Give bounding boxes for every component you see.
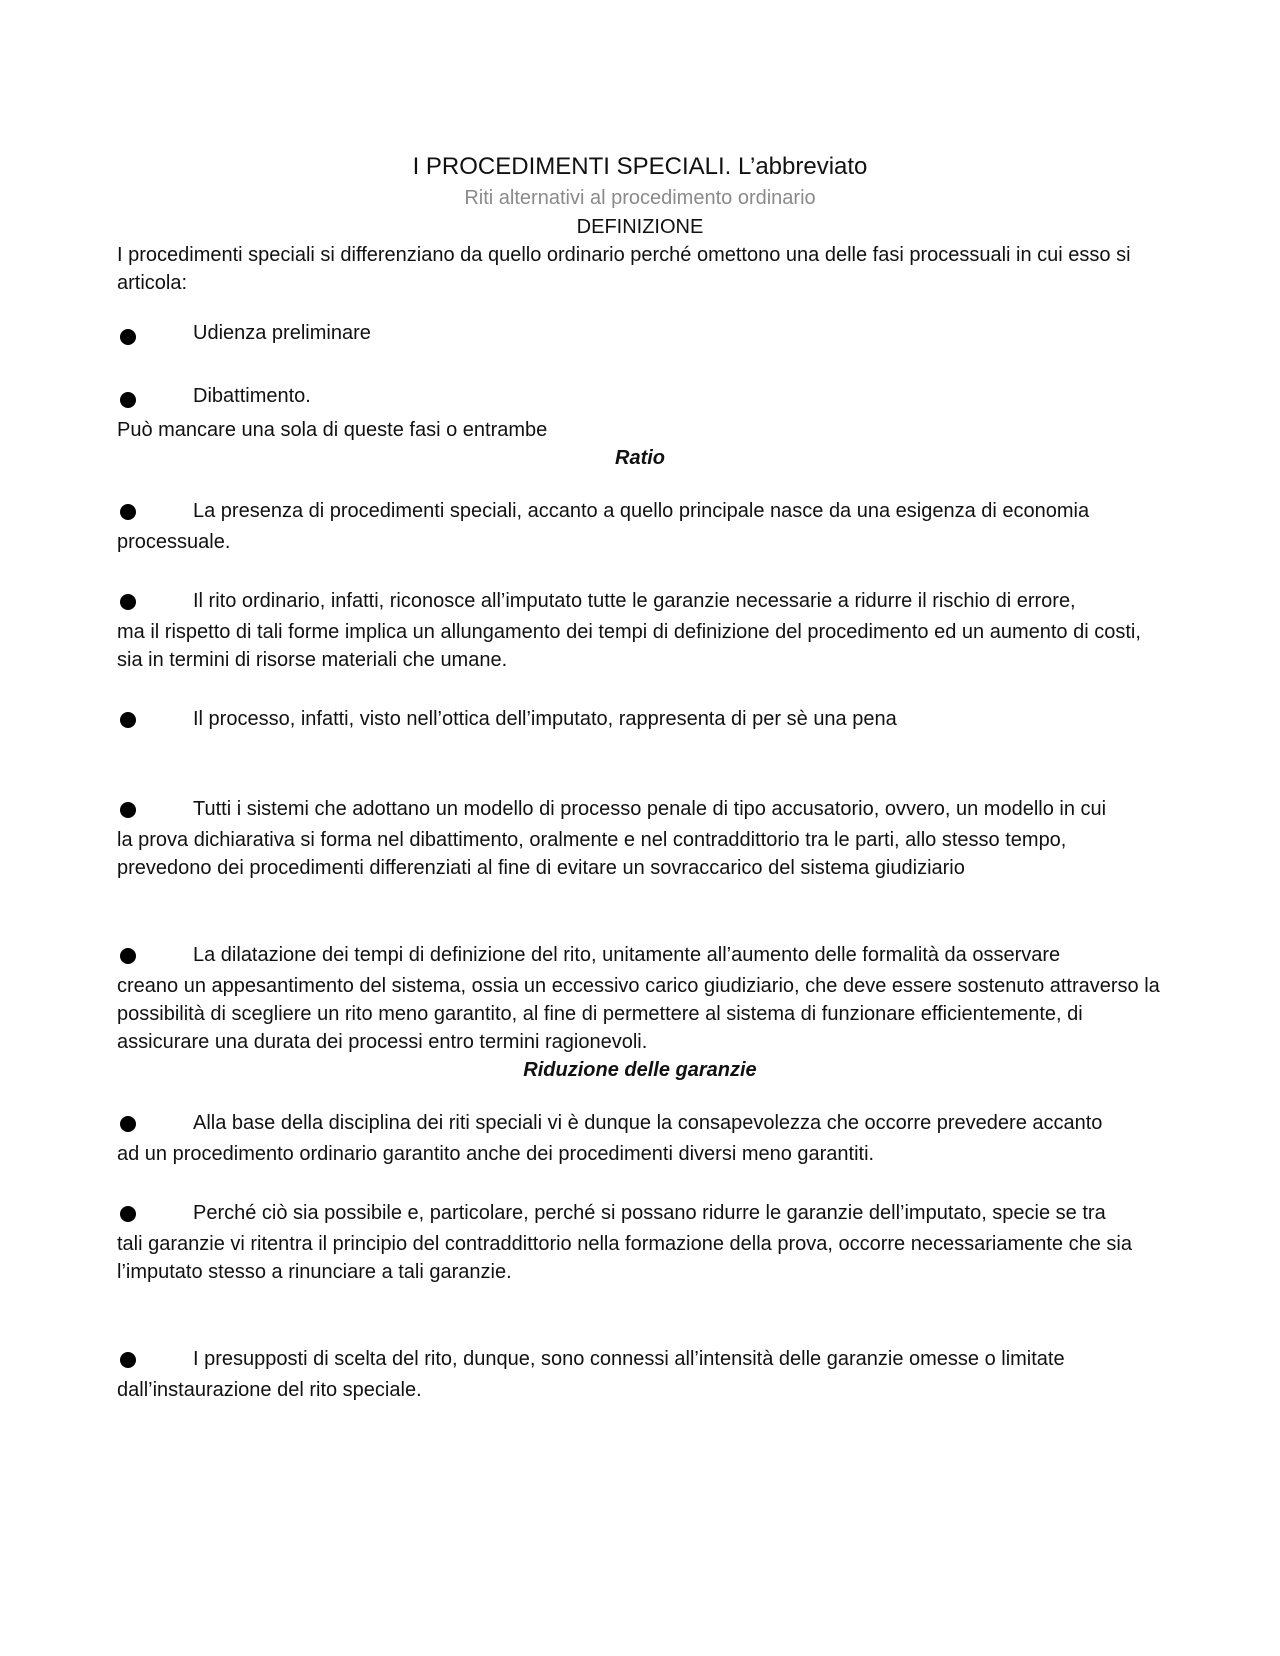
bullet-item — [117, 1196, 1163, 1286]
section-heading-riduzione: Riduzione delle garanzie — [523, 1059, 757, 1081]
bullet-dot-icon — [120, 392, 136, 408]
document-title: I PROCEDIMENTI SPECIALI. L’abbreviato — [412, 153, 868, 180]
bullet-dot-icon — [120, 802, 136, 818]
bullet-text: Dibattimento. — [193, 385, 311, 407]
bullet-dot-icon — [120, 329, 136, 345]
bullet-dot-icon — [120, 1206, 136, 1222]
document-subtitle: Riti alternativi al procedimento ordinario — [464, 187, 816, 209]
bullet-text-rest: processuale. — [117, 531, 231, 553]
bullet-item — [117, 1342, 1163, 1404]
bullet-dot-icon — [120, 1116, 136, 1132]
bullet-item — [117, 792, 1163, 882]
bullet-text-rest: ad un procedimento ordinario garantito anche dei procedimenti diversi meno garantiti. — [117, 1143, 875, 1165]
bullet-item — [117, 584, 1163, 674]
section-heading-ratio: Ratio — [615, 447, 665, 469]
bullet-dot-icon — [120, 1352, 136, 1368]
bullet-text-rest: creano un appesantimento del sistema, ossia un eccessivo carico giudiziario, che deve essere sostenuto attraverso la possibilità di scegliere un rito meno garantito, al fine di permettere al sistema di funzionare efficientemente, di assicurare una durata dei processi entro termini ragionevoli. — [117, 975, 1160, 1053]
bullet-text-first: Il processo, infatti, visto nell’ottica dell’imputato, rappresenta di per sè una pena — [193, 708, 897, 730]
bullet-item — [117, 319, 1163, 347]
definizione-intro: I procedimenti speciali si differenziano da quello ordinario perché omettono una delle fasi processuali in cui esso si articola: — [117, 244, 1131, 294]
bullet-dot-icon — [120, 594, 136, 610]
bullet-text-first: Perché ciò sia possibile e, particolare, perché si possano ridurre le garanzie dell’imputato, specie se tra — [193, 1202, 1106, 1224]
bullet-text-rest: ma il rispetto di tali forme implica un allungamento dei tempi di definizione del procedimento ed un aumento di costi, sia in termini di risorse materiali che umane. — [117, 621, 1141, 671]
bullet-text-first: La dilatazione dei tempi di definizione del rito, unitamente all’aumento delle formalità da osservare — [193, 944, 1061, 966]
bullet-text-first: I presupposti di scelta del rito, dunque, sono connessi all’intensità delle garanzie omesse o limitate — [193, 1348, 1065, 1370]
section-heading-definizione: DEFINIZIONE — [576, 216, 704, 238]
bullet-text-rest: la prova dichiarativa si forma nel dibattimento, oralmente e nel contraddittorio tra le parti, allo stesso tempo, prevedono dei procedimenti differenziati al fine di evitare un sovraccarico del sistema giudiziario — [117, 829, 1067, 879]
bullet-item — [117, 382, 1163, 410]
bullet-item — [117, 702, 1163, 736]
bullet-text: Udienza preliminare — [193, 322, 371, 344]
bullet-text-first: Tutti i sistemi che adottano un modello di processo penale di tipo accusatorio, ovvero, un modello in cui — [193, 798, 1107, 820]
bullet-text-rest: dall’instaurazione del rito speciale. — [117, 1379, 422, 1401]
definizione-closing: Può mancare una sola di queste fasi o entrambe — [117, 419, 548, 441]
bullet-item — [117, 1106, 1163, 1168]
bullet-text-first: Alla base della disciplina dei riti speciali vi è dunque la consapevolezza che occorre prevedere accanto — [193, 1112, 1103, 1134]
bullet-text-rest: tali garanzie vi ritentra il principio del contraddittorio nella formazione della prova, occorre necessariamente che sia l’imputato stesso a rinunciare a tali garanzie. — [117, 1233, 1132, 1283]
bullet-dot-icon — [120, 712, 136, 728]
bullet-text-first: La presenza di procedimenti speciali, accanto a quello principale nasce da una esigenza di economia — [193, 500, 1090, 522]
bullet-text-first: Il rito ordinario, infatti, riconosce all’imputato tutte le garanzie necessarie a ridurre il rischio di errore, — [193, 590, 1076, 612]
bullet-item — [117, 938, 1163, 1056]
bullet-dot-icon — [120, 504, 136, 520]
bullet-dot-icon — [120, 948, 136, 964]
bullet-item — [117, 494, 1163, 556]
document-body — [117, 151, 1163, 1404]
